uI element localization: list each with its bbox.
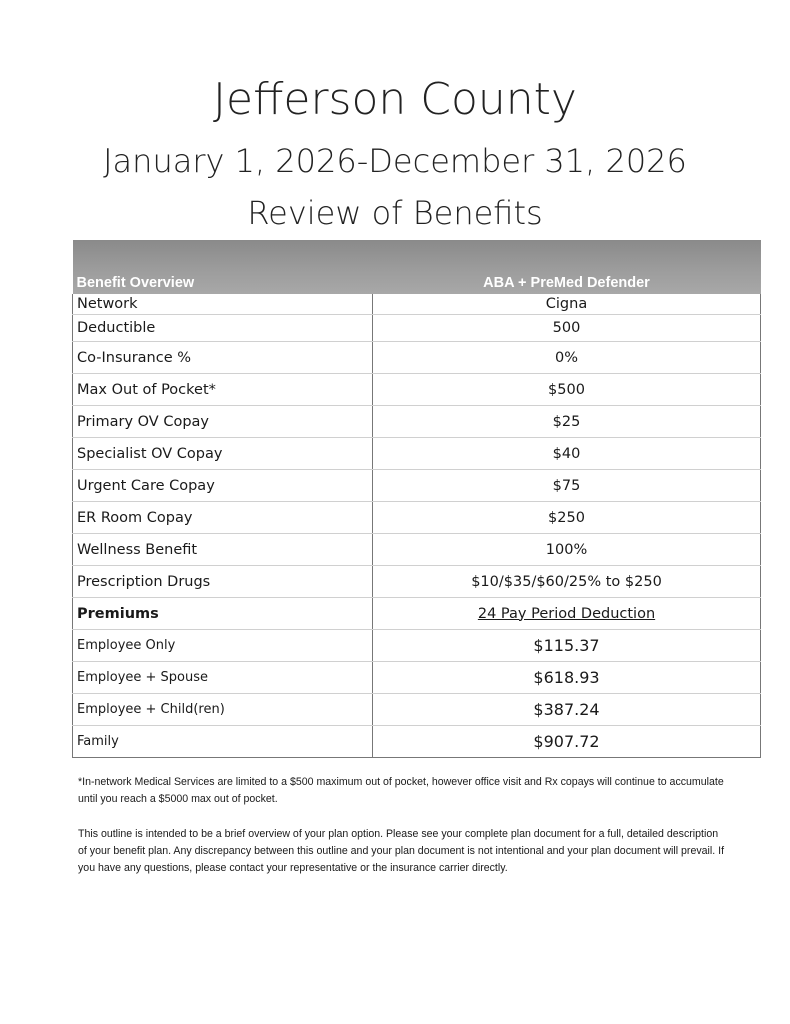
table-row [73,566,761,598]
table-row [73,726,761,758]
table-row [73,630,761,662]
table-row [73,502,761,534]
row-value: $25 [373,406,761,438]
table-row [73,294,761,315]
table-row [73,662,761,694]
row-value: $387.24 [373,694,761,726]
table-row [73,315,761,342]
row-value: 100% [373,534,761,566]
row-label: Primary OV Copay [73,406,373,438]
row-value: $500 [373,374,761,406]
row-value: $115.37 [373,630,761,662]
row-label: Co-Insurance % [73,342,373,374]
row-label: Employee + Child(ren) [73,694,373,726]
row-value: Cigna [373,294,761,315]
row-label: Urgent Care Copay [73,470,373,502]
row-label: Family [73,726,373,758]
row-value: 500 [373,315,761,342]
row-value: $40 [373,438,761,470]
row-label: Deductible [73,315,373,342]
table-row [73,438,761,470]
table-row [73,534,761,566]
row-value: 0% [373,342,761,374]
table-row [73,470,761,502]
row-value: $618.93 [373,662,761,694]
row-label: Network [73,294,373,315]
row-label: Max Out of Pocket* [73,374,373,406]
document-subtitle: Review of Benefits [247,194,543,232]
row-label: ER Room Copay [73,502,373,534]
column-header-benefit: Benefit Overview [73,240,373,294]
row-value: $250 [373,502,761,534]
table-row [73,374,761,406]
disclaimer: This outline is intended to be a brief overview of your plan option. Please see your complete plan document for a full, detailed description of your benefit plan. Any discrepancy between this outline and your plan document is not intentional and your plan document will prevail. If you have any questions, please contact your representative or the insurance carrier directly. [78,828,725,874]
row-label: Specialist OV Copay [73,438,373,470]
document-title: Jefferson County [213,74,577,125]
benefits-table [72,240,761,758]
footnote: *In-network Medical Services are limited to a $500 maximum out of pocket, however office visit and Rx copays will continue to accumulate until you reach a $5000 max out of pocket. [78,776,724,805]
row-value: $10/$35/$60/25% to $250 [373,566,761,598]
row-label: Premiums [73,598,373,630]
premiums-header-row [73,598,761,630]
row-label: Prescription Drugs [73,566,373,598]
row-label: Employee + Spouse [73,662,373,694]
table-row [73,694,761,726]
row-label: Wellness Benefit [73,534,373,566]
row-value: $907.72 [373,726,761,758]
table-header-row [73,240,761,294]
table-row [73,406,761,438]
row-value: $75 [373,470,761,502]
row-label: Employee Only [73,630,373,662]
plan-period: January 1, 2026-December 31, 2026 [103,142,687,180]
table-row [73,342,761,374]
row-value: 24 Pay Period Deduction [373,598,761,630]
column-header-plan: ABA + PreMed Defender [373,240,761,294]
